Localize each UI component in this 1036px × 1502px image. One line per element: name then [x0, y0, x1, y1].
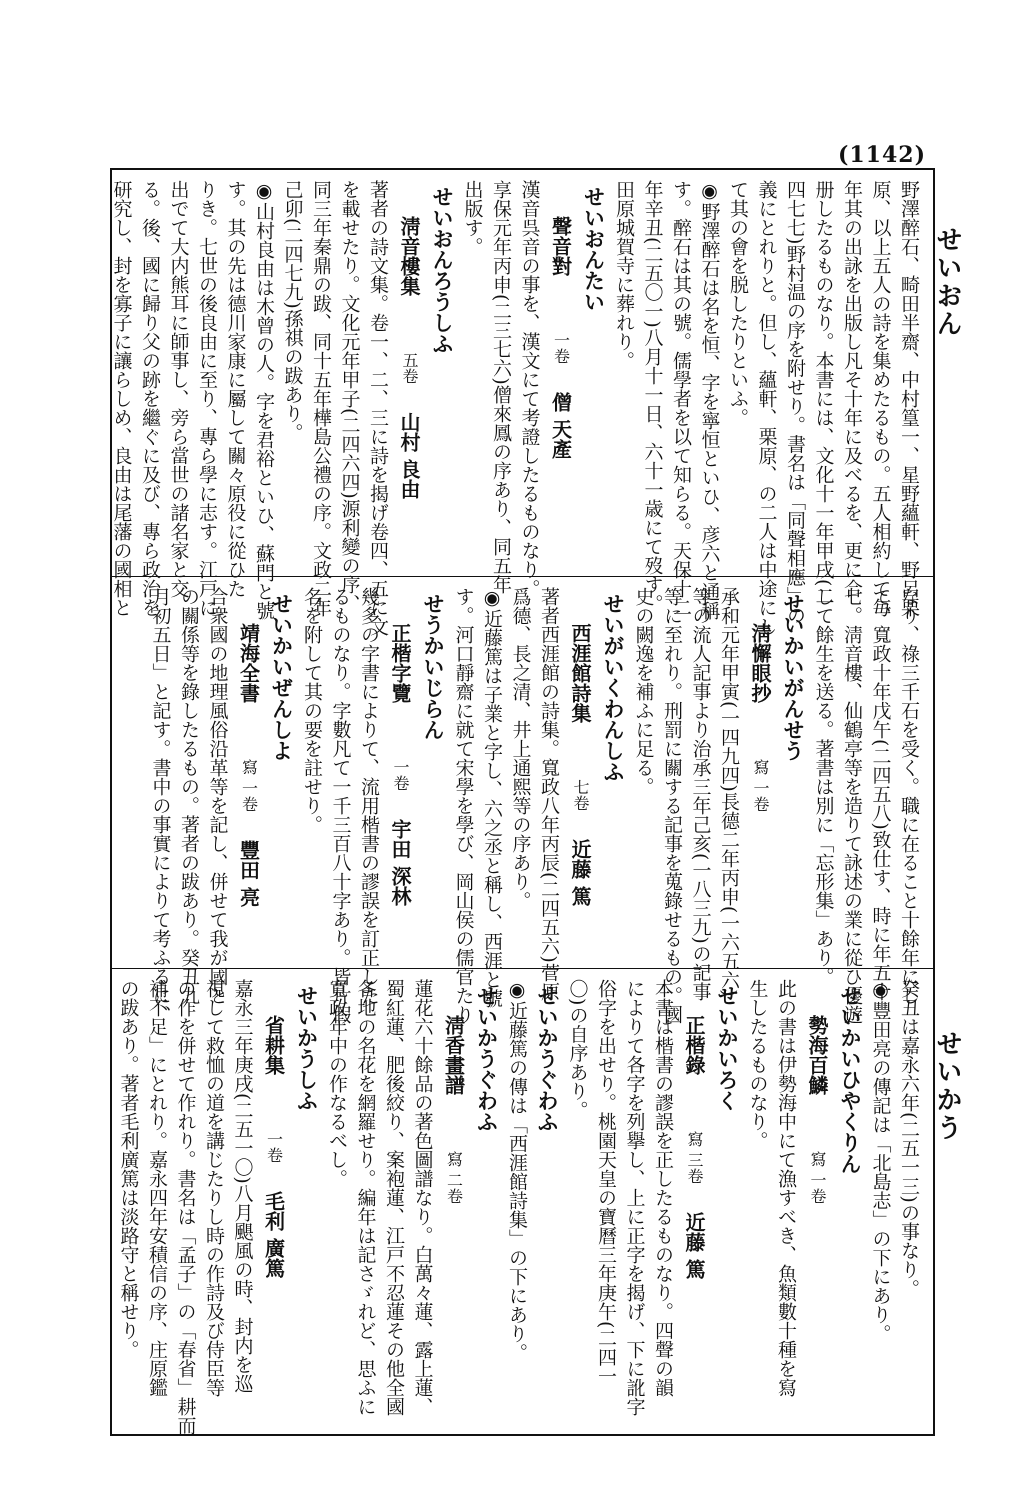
entry-author	[805, 1204, 829, 1232]
text-line: す。其の先は德川家康に屬して關々原役に從ひた	[224, 180, 247, 598]
entry-volumes: 寫 一卷	[751, 759, 770, 813]
text-line: て其の會を脱したりといふ。	[727, 180, 749, 427]
text-line: 蓮花六十餘品の著色圖譜なり。白萬々蓮、露上蓮、	[411, 979, 434, 1416]
entry-title: 正楷錄	[682, 1015, 706, 1075]
entry-title: 聲音對	[548, 216, 573, 276]
text-line: す。醉石は其の號。儒學者を以て知らる。天保十二	[670, 180, 692, 617]
entry-reading: せいかいろく	[715, 985, 739, 1111]
text-band-bottom	[112, 968, 933, 1434]
text-band-top	[110, 170, 933, 636]
entry-volumes: 一卷	[551, 332, 571, 364]
text-line: ◉山村良由は木曾の人。字を君裕といひ、蘇門と號	[253, 180, 275, 620]
entry-author: 山村 良由	[397, 412, 421, 499]
entry-title: 省耕集	[261, 1015, 286, 1075]
entry-title-line	[437, 979, 471, 1426]
entry-title: 靖海全書	[236, 623, 261, 703]
entry-title-line	[383, 587, 417, 960]
entry-title-line	[800, 979, 834, 1426]
entry-title-line	[392, 180, 426, 568]
text-line: の跋あり。著者毛利廣篤は淡路守と稱せり。	[117, 979, 140, 1359]
text-line: 七。淸音樓、仙鶴亭等を造りて詠述の業に從ひ優遊	[841, 587, 863, 1024]
entry-author: 僧 天產	[548, 392, 573, 459]
text-line: 野澤醉石、畸田半齋、中村篁一、星野蘊軒、野呂栗	[898, 180, 920, 617]
entry-reading: せいおんろうしふ	[430, 186, 454, 354]
entry-author: 近藤 篤	[682, 1212, 706, 1280]
entry-reading: せいかうしふ	[294, 985, 319, 1111]
entry-reading: せいかいがんせう	[781, 593, 805, 761]
text-line: 幾多の字書によりて、流用楷書の謬誤を訂正した	[358, 587, 380, 1005]
entry-reading: せいかいひやくりん	[838, 985, 862, 1174]
text-line: ◉近藤篤は子業と字し、六之丞と稱し、西涯と號	[481, 587, 503, 1008]
text-line: 著者の詩文集。卷一、二、三に詩を揭げ卷四、五に文	[367, 180, 389, 636]
text-line: 年辛丑(二五〇一)八月十一日、六十一歳にて歿す。	[641, 180, 664, 613]
entry-title: 正楷字覽	[388, 623, 412, 703]
text-line: 俗字を出せり。桃園天皇の寶曆三年庚午(二四一	[595, 979, 617, 1386]
text-line: 等に至れり。刑罰に關する記事を蒐錄せるもの。國	[661, 587, 683, 1024]
entry-volumes: 五卷	[400, 352, 419, 384]
running-head-top: せいおん	[932, 226, 962, 338]
entry-title-line	[544, 180, 578, 568]
text-line: によりて各字を列擧し、上に正字を揭げ、下に訛字	[623, 979, 646, 1416]
text-line: 著者西涯館の詩集。寬政八年丙辰(二四五六)菅原	[538, 587, 560, 1001]
text-line: 出版す。	[461, 180, 484, 256]
entry-reading: せいかうぐわふ	[535, 985, 559, 1132]
text-line: る。後、國に歸り父の跡を繼ぐに及び、專ら政治を	[139, 180, 161, 617]
entry-author	[748, 812, 772, 840]
text-line: 合衆國の地理風俗沿革等を記し、併せて我が國と	[206, 587, 229, 1005]
text-line: 〇)の自序あり。	[566, 979, 589, 1120]
entry-author	[442, 1204, 466, 1232]
text-line: 史の闕逸を補ふに足る。	[632, 587, 655, 796]
text-line: て、寬政十年戊午(二四五八)致仕す、時に年五十	[869, 587, 892, 1001]
text-line: 嘉永三年庚戌(二五一〇)八月颶風の時、封内を巡	[231, 979, 254, 1393]
text-line: 補不足」にとれり。嘉永四年安積信の序、庄原鑑	[146, 979, 168, 1397]
text-line: りき。七世の後良由に至り、專ら學に志す。江戸に	[196, 180, 218, 617]
text-line: 己卯(二四七九)孫祺の跋あり。	[281, 180, 304, 442]
entry-title: 淸懈眼抄	[748, 623, 772, 703]
running-head-bottom: せいかう	[932, 1030, 962, 1142]
text-line: 各地の名花を網羅せり。編年は記さゞれど、思ふに	[354, 979, 377, 1416]
text-line: の關係等を錄したるもの。著者の跋あり。癸丑九	[178, 587, 200, 1005]
text-line: 等の流人記事より治承三年己亥(一八三九)の記事	[689, 587, 712, 1001]
entry-author: 毛利 廣篤	[261, 1191, 286, 1278]
entry-volumes: 七卷	[571, 779, 590, 811]
text-line: 承和元年甲寅(一四九四)長德二年丙申(一六五六)	[718, 587, 740, 997]
text-line: 年其の出詠を出版し凡そ十年に及べるを、更に合	[841, 180, 863, 598]
page-frame	[110, 168, 935, 1436]
entry-volumes: 寫 一卷	[808, 1151, 827, 1205]
entry-reading: せいかいぜんしよ	[269, 593, 294, 761]
entry-title-line	[232, 587, 266, 960]
entry-author: 近藤 篤	[568, 839, 592, 906]
text-line: 月初五日」と記す。書中の事實によりて考ふるに、	[149, 587, 172, 1024]
entry-title: 勢海百鱗	[805, 1015, 829, 1095]
entry-title: 西涯館詩集	[568, 623, 592, 723]
text-line: 爲德、長之清、井上通熙等の序あり。	[509, 587, 532, 910]
entry-reading: せいおんたい	[581, 186, 606, 312]
text-line: 册したるものなり。本書には、文化十一年甲戌(二	[812, 180, 835, 606]
page-number: (1142)	[837, 142, 926, 168]
entry-reading: せいがいくわんしふ	[601, 593, 625, 782]
text-line: 蜀紅蓮、肥後絞り、案袍蓮、江戸不忍蓮その他全國	[383, 979, 405, 1416]
text-line: 同三年秦鼎の跋、同十五年樺島公禮の序。文政二年	[310, 180, 332, 617]
text-line: 視して救恤の道を講じたりし時の作詩及び侍臣等	[203, 979, 225, 1397]
text-line: 名を附して其の要を註せり。	[301, 587, 323, 834]
text-line: 此の書は伊勢海中にて漁すべき、魚類數十種を寫	[775, 979, 797, 1397]
text-line: 研究し、封を寡子に讓らしめ、良由は尾藩の國相と	[110, 180, 133, 617]
text-line: 本書は楷書の謬誤を正したるものなり。四聲の韻	[652, 979, 674, 1397]
text-line: なり、祿三千石を受く。職に在ること十餘年にし	[898, 587, 920, 1005]
entry-title-line	[257, 979, 291, 1426]
text-line: して餘生を送る。著書は別に「忘形集」あり。	[812, 587, 835, 986]
entry-volumes: 寫 二卷	[444, 1151, 464, 1205]
text-line: 田原城賀寺に葬れり。	[613, 180, 635, 370]
text-line: 原、以上五人の詩を集めたるもの。五人相約して毎	[869, 180, 892, 617]
entry-volumes: 寫 三卷	[685, 1131, 704, 1185]
entry-volumes: 寫 一卷	[239, 759, 259, 813]
entry-title: 淸香畫譜	[441, 1015, 466, 1095]
text-line: す。河口靜齋に就て宋學を學び、岡山侯の儒官たり	[452, 587, 475, 1024]
entry-reading: せいかうぐわふ	[474, 985, 499, 1132]
text-line: 寬政年中の作なるべし。	[326, 979, 348, 1188]
text-line: 漢音呉音の事を、漢文にて考證したるものなり。	[518, 180, 541, 598]
text-line: 癸丑は嘉永六年(二五一三)の事なり。	[898, 979, 920, 1298]
entry-title-line	[743, 587, 777, 960]
text-line: 四七七)野村温の序を附せり。書名は「同聲相應」の	[784, 180, 806, 625]
entry-title-line	[677, 979, 711, 1426]
text-line: 生したるものなり。	[746, 979, 769, 1150]
text-line: るものなり。字數凡て一千三百八十字あり。皆片假	[329, 587, 352, 1024]
entry-volumes: 一卷	[264, 1131, 284, 1163]
text-line: 義にとれりと。但し、蘊軒、栗原、の二人は中途にし	[755, 180, 778, 636]
text-line: を載せたり。文化元年甲子(二四六四)源利變の序、	[338, 180, 361, 613]
entry-volumes: 一卷	[391, 759, 410, 791]
text-line: 出でて大内熊耳に師事し、旁ら當世の諸名家と交	[167, 180, 190, 598]
text-band-middle	[112, 576, 933, 1024]
entry-title-line	[563, 587, 597, 960]
text-line: ◉豐田亮の傳記は「北島志」の下にあり。	[869, 979, 892, 1343]
entry-reading: せうかいじらん	[421, 593, 445, 740]
text-line: ◉近藤篤の傳は「西涯館詩集」の下にあり。	[506, 979, 528, 1362]
text-line: ◉野澤醉石は名を恒、字を寧恒といひ、彦六と通稱	[698, 180, 721, 620]
entry-author: 豐田 亮	[236, 840, 261, 908]
text-line: 享保元年丙申(二三七六)僧來鳳の序あり、同五年	[490, 180, 512, 594]
entry-title: 淸音樓集	[397, 216, 421, 296]
entry-author: 宇田 深林	[388, 819, 412, 906]
text-line: の作を併せて作れり。書名は「孟子」の「春省」耕而	[174, 979, 197, 1435]
